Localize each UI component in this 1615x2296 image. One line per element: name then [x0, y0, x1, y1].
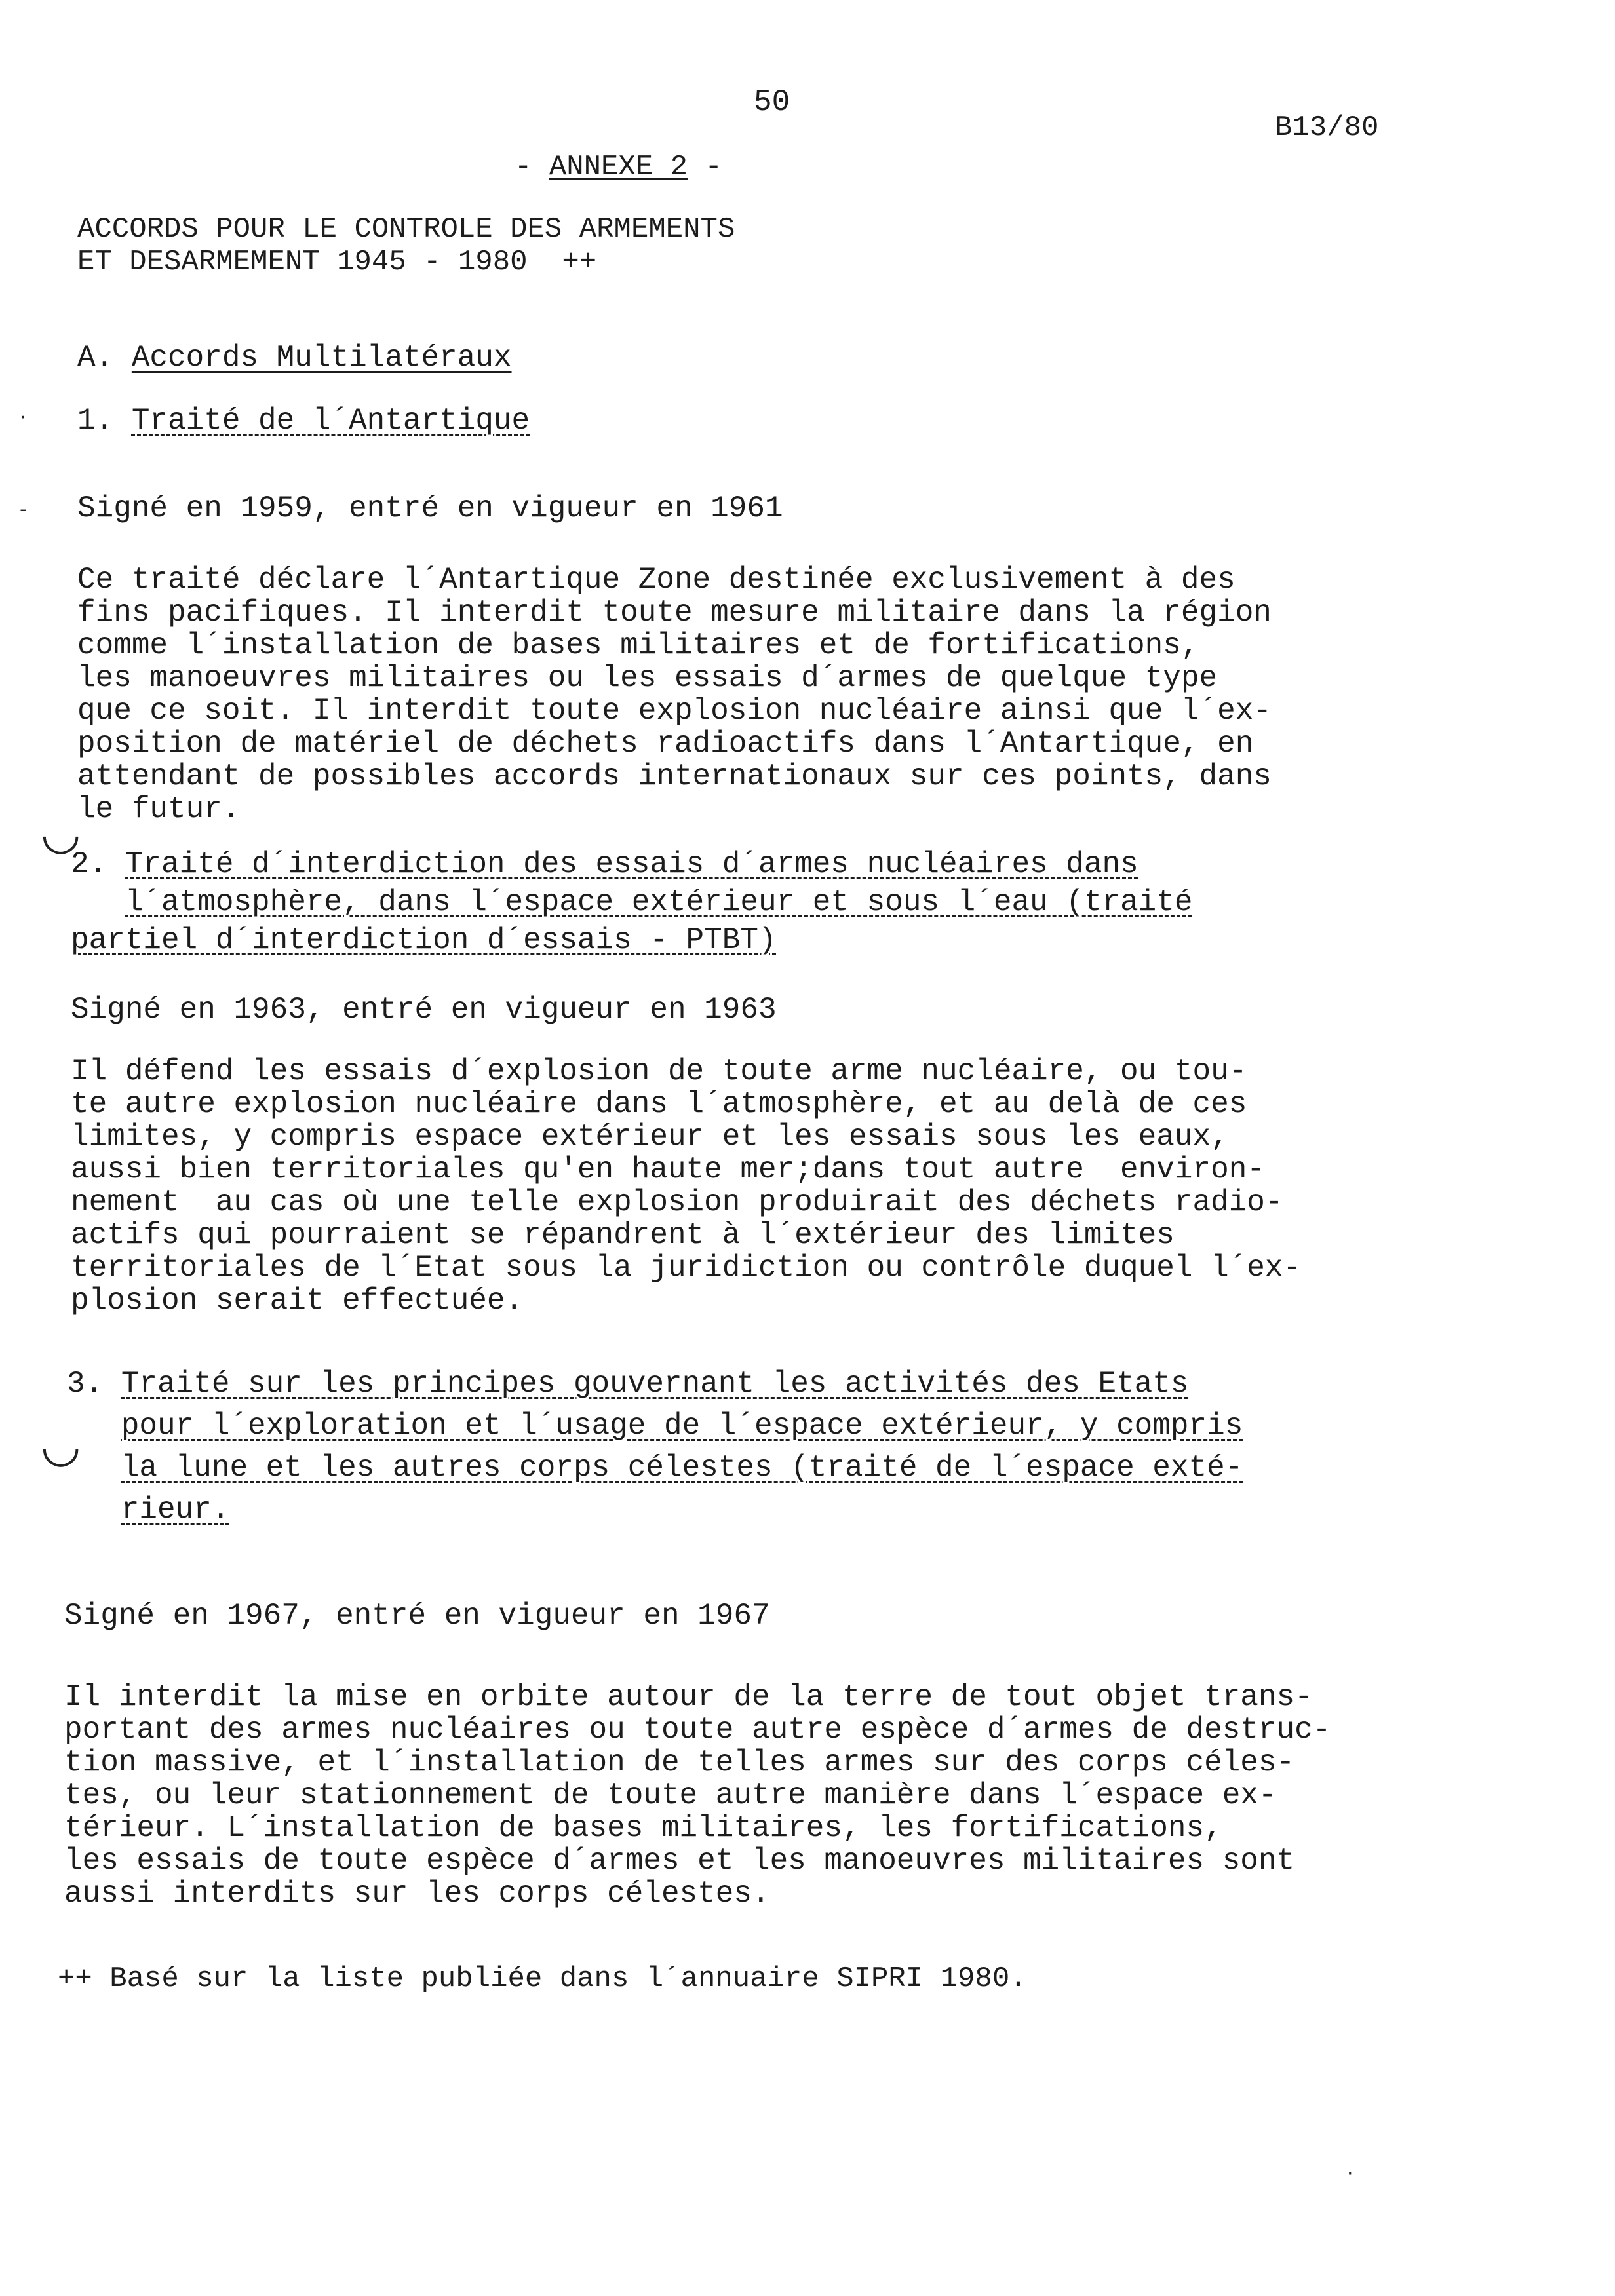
footnote: ++ Basé sur la liste publiée dans l´annuaire SIPRI 1980. — [58, 1962, 1027, 1995]
document-reference: B13/80 — [1275, 111, 1379, 144]
item-1-signed: Signé en 1959, entré en vigueur en 1961 — [77, 491, 783, 526]
annex-label: ANNEXE 2 — [549, 151, 688, 183]
item-3-body: Il interdit la mise en orbite autour de la terre de tout objet trans- portant des armes nucléaires ou toute autre espèce d´armes de destruc- tion massive, et l´installation de telles armes sur des corps céles- tes, ou leur stationnement de toute autre manière dans l´espace ex- térieur. L´installation de bases militaires, les fortifications, les essais de toute espèce d´armes et les manoeuvres militaires sont aussi interdits sur les corps célestes. — [64, 1680, 1331, 1911]
margin-dot-1: · — [20, 406, 26, 429]
section-a-heading: A. Accords Multilatéraux — [77, 341, 512, 375]
margin-dot-2: · — [1347, 2162, 1353, 2185]
document-title — [77, 213, 735, 278]
margin-dash-1: - — [20, 498, 27, 521]
section-a-label: Accords Multilatéraux — [131, 341, 512, 375]
item-2-signed: Signé en 1963, entré en vigueur en 1963 — [71, 993, 777, 1027]
title-line-2: ET DESARMEMENT 1945 - 1980 ++ — [77, 246, 597, 278]
margin-mark-1: ◡ — [41, 806, 81, 860]
item-2-title: 2. Traité d´interdiction des essais d´armes nucléaires dans l´atmosphère, dans l´espace extérieur et sous l´eau (traité partiel d´interdiction d´essais - PTBT) — [71, 847, 1193, 957]
title-line-1: ACCORDS POUR LE CONTROLE DES ARMEMENTS — [77, 213, 735, 246]
item-3-title: 3. Traité sur les principes gouvernant les activités des Etats pour l´exploration et l´usage de l´espace extérieur, y compris la lune et les autres corps célestes (traité de l´espace exté- rieur. — [67, 1367, 1243, 1527]
page-number: 50 — [754, 85, 790, 119]
item-1-body: Ce traité déclare l´Antartique Zone destinée exclusivement à des fins pacifiques. Il interdit toute mesure militaire dans la région comme l´installation de bases militaires et de fortifications, les manoeuvres militaires ou les essais d´armes de quelque type que ce soit. Il interdit toute explosion nucléaire ainsi que l´ex- position de matériel de déchets radioactifs dans l´Antartique, en attendant de possibles accords internationaux sur ces points, dans le futur. — [77, 563, 1272, 826]
item-3-signed: Signé en 1967, entré en vigueur en 1967 — [64, 1599, 770, 1633]
item-1-title: 1. Traité de l´Antartique — [77, 404, 530, 438]
annex-heading: - ANNEXE 2 - — [515, 151, 722, 183]
margin-mark-2: ◡ — [41, 1419, 81, 1472]
item-2-body: Il défend les essais d´explosion de toute arme nucléaire, ou tou- te autre explosion nucléaire dans l´atmosphère, et au delà de ces limites, y compris espace extérieur et les essais sous les eaux, aussi bien territoriales qu'en haute mer;dans tout autre environ- nement au cas où une telle explosion produirait des déchets radio- actifs qui pourraient se répandrent à l´extérieur des limites territoriales de l´Etat sous la juridiction ou contrôle duquel l´ex- plosion serait effectuée. — [71, 1054, 1302, 1318]
